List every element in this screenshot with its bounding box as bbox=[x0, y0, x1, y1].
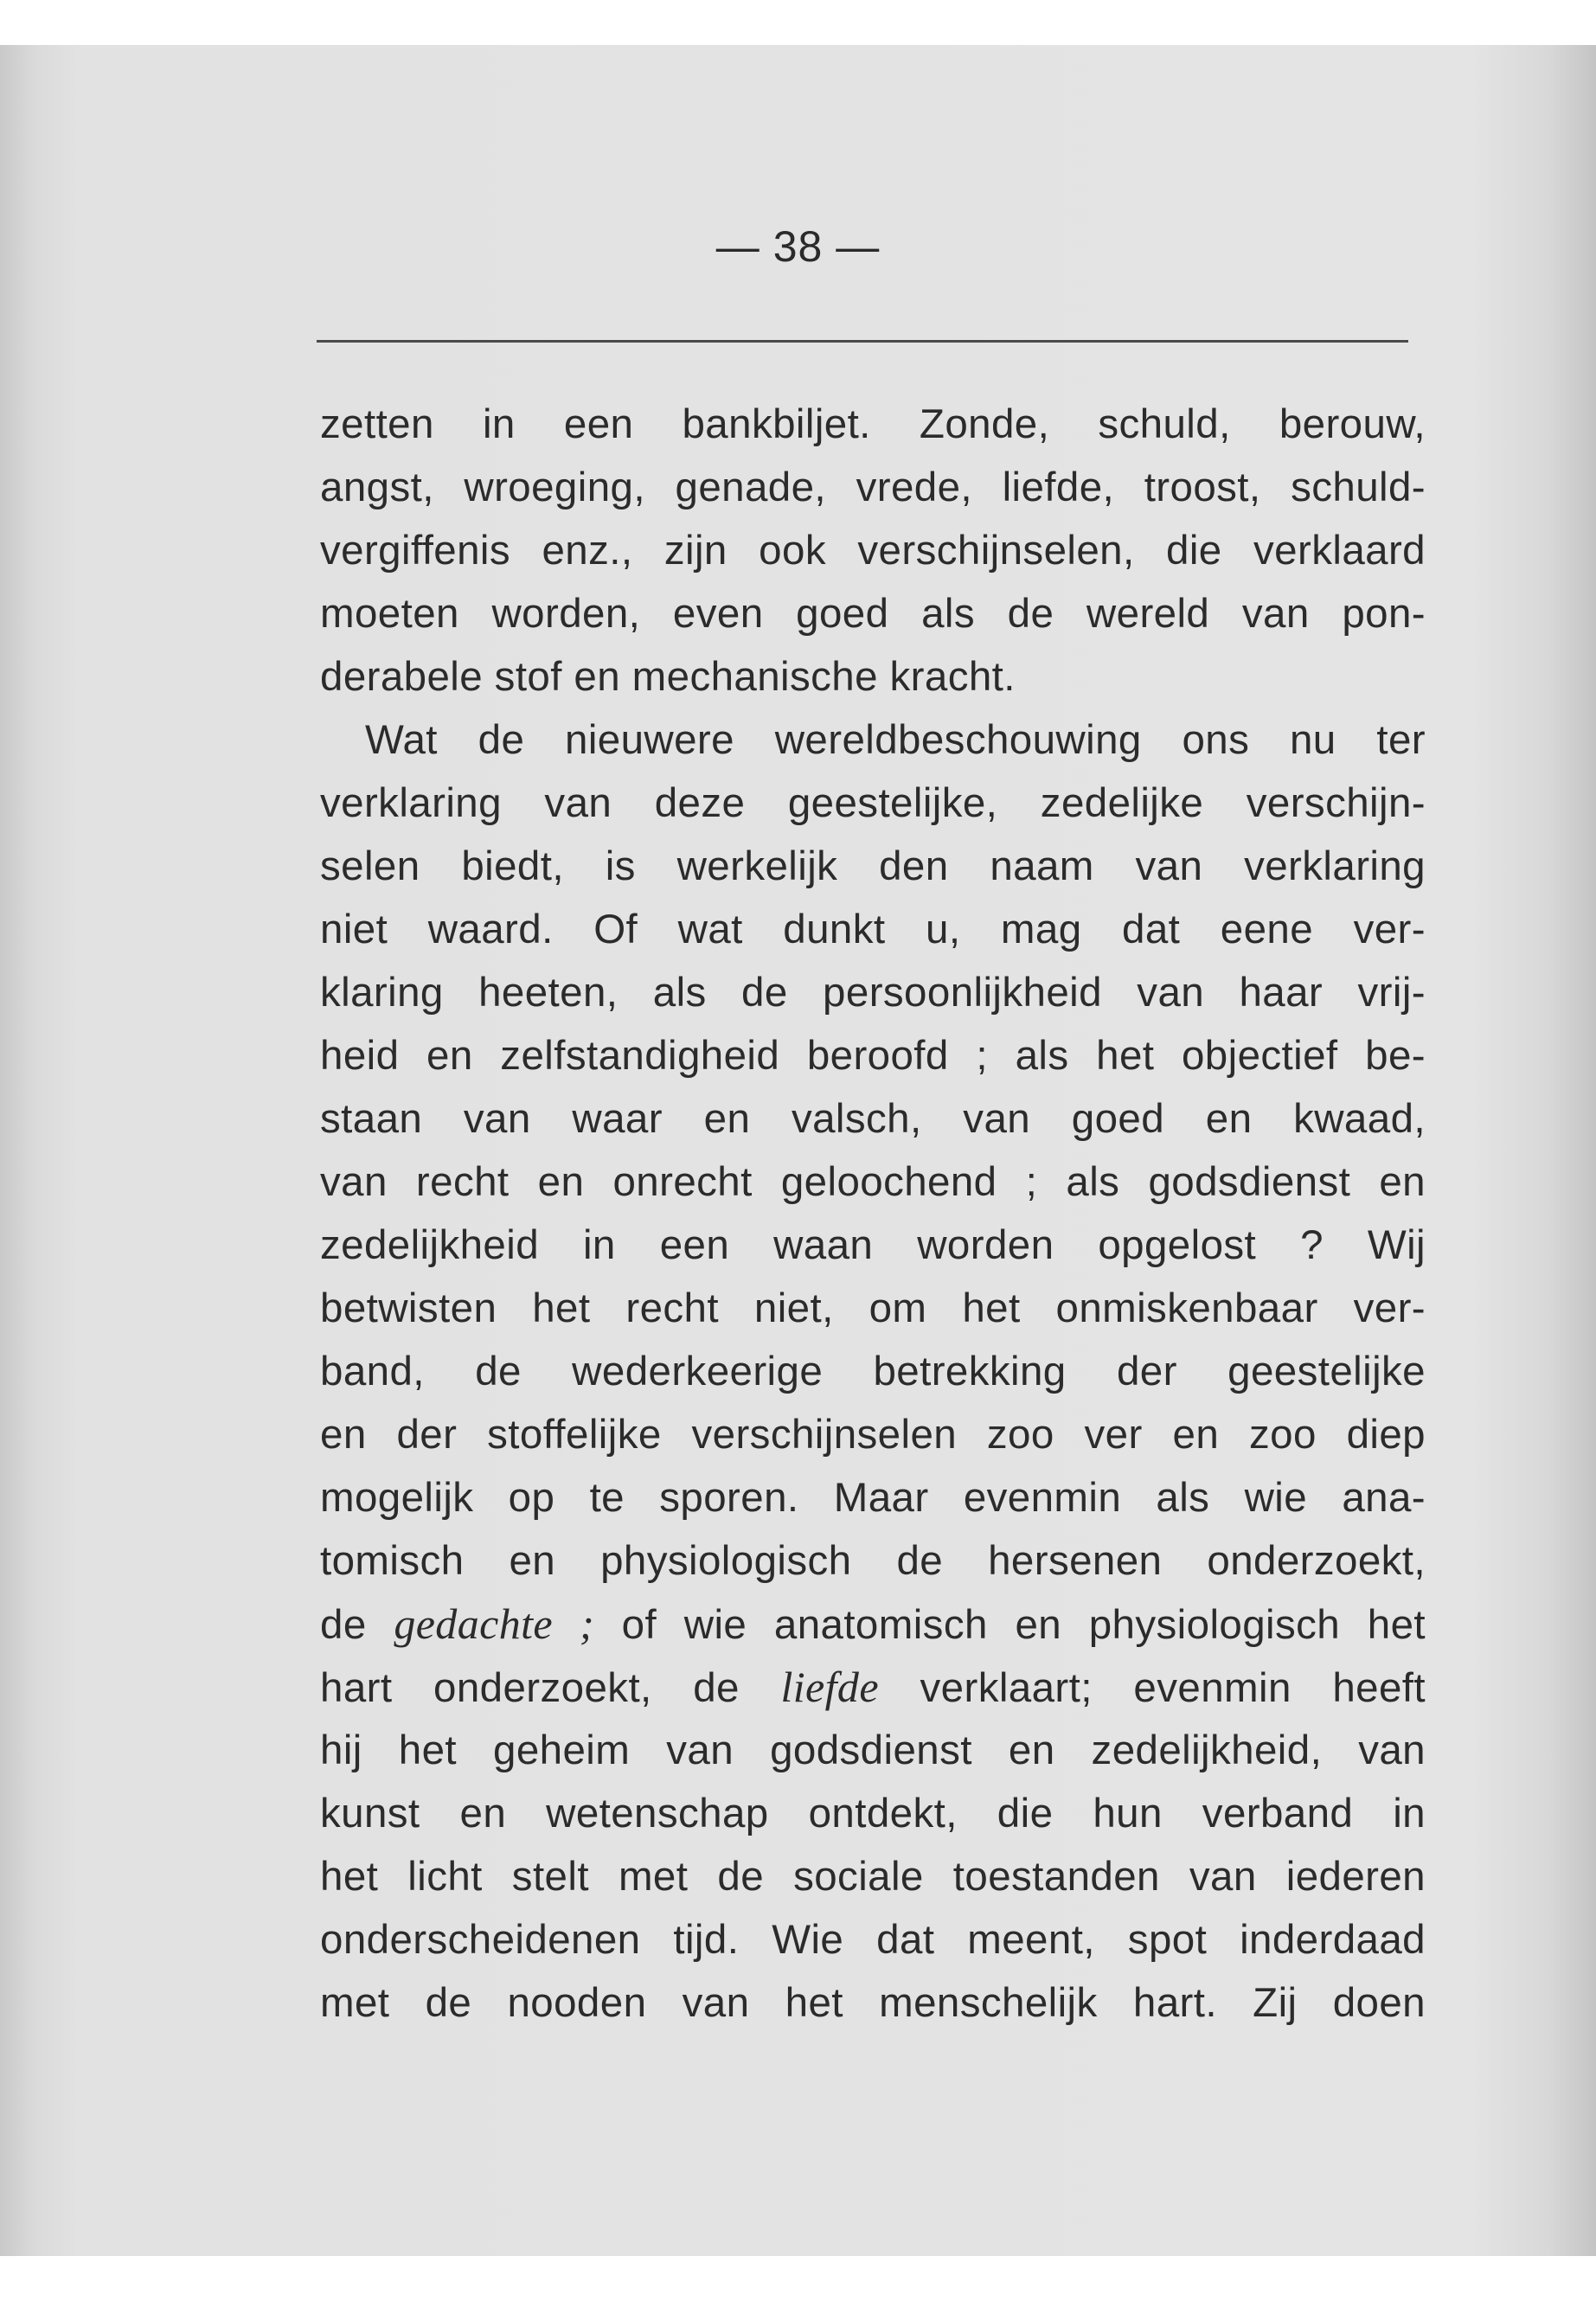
page-number: — 38 — bbox=[715, 222, 881, 271]
text-line bbox=[320, 1593, 1426, 1656]
text-line: niet waard. Of wat dunkt u, mag dat eene ver- bbox=[320, 907, 1426, 952]
text-line: vergiffenis enz., zijn ook verschijnselen, die verklaard bbox=[320, 528, 1426, 574]
text-line: kunst en wetenschap ontdekt, die hun verband in bbox=[320, 1791, 1426, 1836]
text-line: Wat de nieuwere wereldbeschouwing ons nu ter bbox=[365, 717, 1426, 763]
text-run: hart onderzoekt, de bbox=[320, 1665, 781, 1711]
text-line: band, de wederkeerige betrekking der geestelijke bbox=[320, 1349, 1426, 1394]
text-line: heid en zelfstandigheid beroofd ; als het objectief be- bbox=[320, 1033, 1426, 1079]
text-line: onderscheidenen tijd. Wie dat meent, spot inderdaad bbox=[320, 1917, 1426, 1963]
text-run: de bbox=[320, 1602, 394, 1648]
text-run: verklaart; evenmin heeft bbox=[878, 1665, 1426, 1711]
text-line: klaring heeten, als de persoonlijkheid van haar vrij- bbox=[320, 970, 1426, 1016]
text-run: of wie anatomisch en physiologisch het bbox=[594, 1602, 1426, 1648]
text-line: verklaring van deze geestelijke, zedelijke verschijn- bbox=[320, 780, 1426, 826]
text-line: angst, wroeging, genade, vrede, liefde, troost, schuld- bbox=[320, 465, 1426, 510]
text-line: staan van waar en valsch, van goed en kwaad, bbox=[320, 1096, 1426, 1142]
italic-word: liefde bbox=[780, 1663, 879, 1711]
text-line bbox=[320, 1656, 1426, 1719]
text-line: selen biedt, is werkelijk den naam van verklaring bbox=[320, 843, 1426, 889]
scanned-page bbox=[0, 45, 1596, 2256]
text-line: hij het geheim van godsdienst en zedelijkheid, van bbox=[320, 1727, 1426, 1773]
text-line: betwisten het recht niet, om het onmiskenbaar ver- bbox=[320, 1285, 1426, 1331]
text-line: van recht en onrecht geloochend ; als godsdienst en bbox=[320, 1159, 1426, 1205]
text-line: zedelijkheid in een waan worden opgelost ? Wij bbox=[320, 1222, 1426, 1268]
text-line: tomisch en physiologisch de hersenen onderzoekt, bbox=[320, 1538, 1426, 1584]
italic-word: gedachte ; bbox=[394, 1599, 594, 1648]
text-line: en der stoffelijke verschijnselen zoo ver en zoo diep bbox=[320, 1412, 1426, 1458]
text-line: het licht stelt met de sociale toestanden van iederen bbox=[320, 1854, 1426, 1900]
header-rule bbox=[317, 340, 1408, 343]
text-line: moeten worden, even goed als de wereld van pon- bbox=[320, 591, 1426, 637]
text-line: derabele stof en mechanische kracht. bbox=[320, 654, 1016, 700]
text-line: met de nooden van het menschelijk hart. Zij doen bbox=[320, 1980, 1426, 2026]
text-line: mogelijk op te sporen. Maar evenmin als wie ana- bbox=[320, 1475, 1426, 1521]
text-line: zetten in een bankbiljet. Zonde, schuld, berouw, bbox=[320, 401, 1426, 447]
body-text bbox=[320, 393, 1426, 2035]
